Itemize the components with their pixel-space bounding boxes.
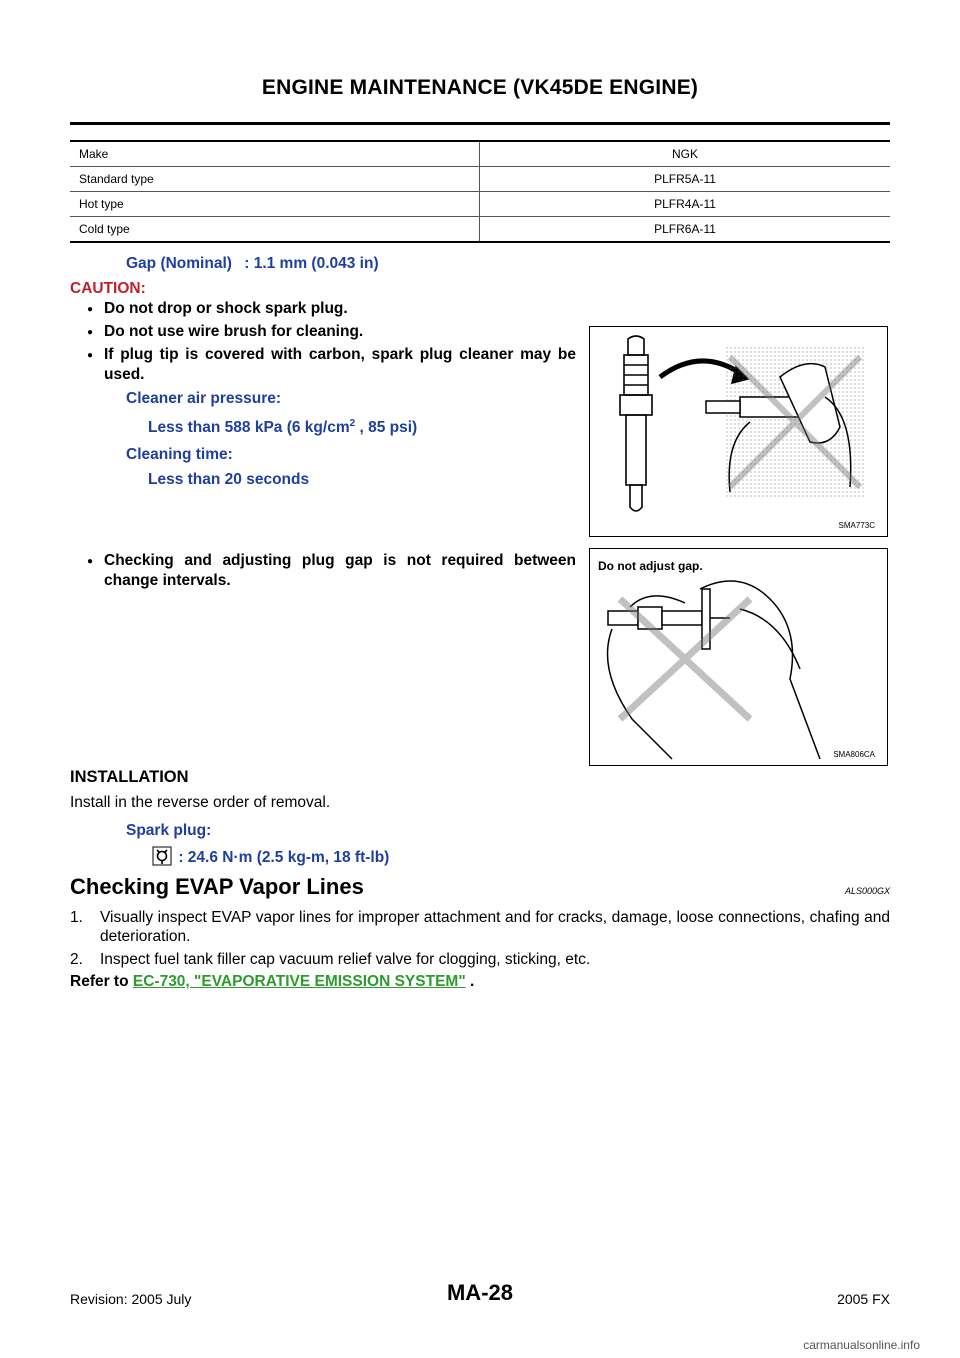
- cleaner-pressure-label: Cleaner air pressure:: [126, 390, 282, 407]
- gap-label: Gap (Nominal): [126, 255, 232, 272]
- gap-note: ● Checking and adjusting plug gap is not required between change intervals.: [104, 551, 576, 591]
- footer-revision: Revision: 2005 July: [70, 1291, 192, 1307]
- table-cell-label: Hot type: [70, 192, 480, 217]
- caution-item: ● If plug tip is covered with carbon, spark plug cleaner may be used.: [104, 345, 576, 385]
- cleaner-pressure-value: Less than 588 kPa (6 $kg/cm^2$ , 85 psi): [148, 418, 418, 437]
- gap-adjust-illustration: [590, 549, 887, 765]
- installation-text: Install in the reverse order of removal.: [70, 794, 331, 811]
- figure-caption: Do not adjust gap.: [598, 559, 703, 573]
- gap-value: : 1.1 mm (0.043 in): [244, 255, 379, 272]
- torque-value: : 24.6 N·m (2.5 kg-m, 18 ft-lb): [178, 849, 390, 866]
- section-code: ALS000GX: [844, 886, 890, 896]
- evap-step: 1. Visually inspect EVAP vapor lines for improper attachment and for cracks, damage, loose connections, chafing and deterioration.: [70, 909, 890, 945]
- table-row: [70, 167, 890, 192]
- torque-label: Spark plug:: [126, 822, 212, 839]
- section-heading-evap: Checking EVAP Vapor Lines: [70, 874, 364, 899]
- figure-do-not-adjust-gap: [589, 548, 888, 766]
- caution-heading: CAUTION:: [70, 280, 146, 297]
- watermark: carmanualsonline.info: [803, 1338, 920, 1352]
- table-cell-label: Cold type: [70, 217, 480, 243]
- table-row: [70, 141, 890, 167]
- caution-item: ● Do not drop or shock spark plug.: [104, 299, 574, 319]
- table-cell-label: Standard type: [70, 167, 480, 192]
- installation-heading: INSTALLATION: [70, 768, 189, 786]
- spark-plug-spec-table: [70, 140, 890, 243]
- figure-code: SMA773C: [838, 521, 875, 530]
- figure-spark-plug-cleaner: [589, 326, 888, 537]
- gap-spec: [126, 255, 379, 273]
- page-title: ENGINE MAINTENANCE (VK45DE ENGINE): [261, 76, 699, 99]
- table-cell-value: PLFR4A-11: [480, 192, 891, 217]
- table-row: [70, 217, 890, 243]
- table-cell-value: PLFR6A-11: [480, 217, 891, 243]
- table-row: [70, 192, 890, 217]
- step-text: Inspect fuel tank filler cap vacuum relief valve for clogging, sticking, etc.: [100, 951, 591, 968]
- caution-item: ● Do not use wire brush for cleaning.: [104, 322, 574, 342]
- page-number: MA-28: [446, 1280, 513, 1305]
- figure-code: SMA806CA: [833, 750, 875, 759]
- header-rule: [70, 122, 890, 125]
- step-text: Visually inspect EVAP vapor lines for improper attachment and for cracks, damage, loose connections, chafing and deterioration.: [100, 909, 890, 945]
- spark-plug-cleaner-illustration: [590, 327, 887, 536]
- table-cell-label: Make: [70, 141, 480, 167]
- table-cell-value: NGK: [480, 141, 891, 167]
- ec-730-link[interactable]: EC-730, "EVAPORATIVE EMISSION SYSTEM": [132, 973, 466, 990]
- evap-step: 2. Inspect fuel tank filler cap vacuum relief valve for clogging, sticking, etc.: [70, 950, 890, 969]
- torque-spec: [152, 846, 389, 867]
- refer-line: Refer to EC-730, "EVAPORATIVE EMISSION SYSTEM" .: [70, 973, 475, 990]
- cleaning-time-label: Cleaning time:: [126, 446, 233, 463]
- table-cell-value: PLFR5A-11: [480, 167, 891, 192]
- torque-wrench-icon: [152, 846, 172, 866]
- footer-model: 2005 FX: [837, 1291, 890, 1307]
- cleaning-time-value: Less than 20 seconds: [148, 471, 310, 488]
